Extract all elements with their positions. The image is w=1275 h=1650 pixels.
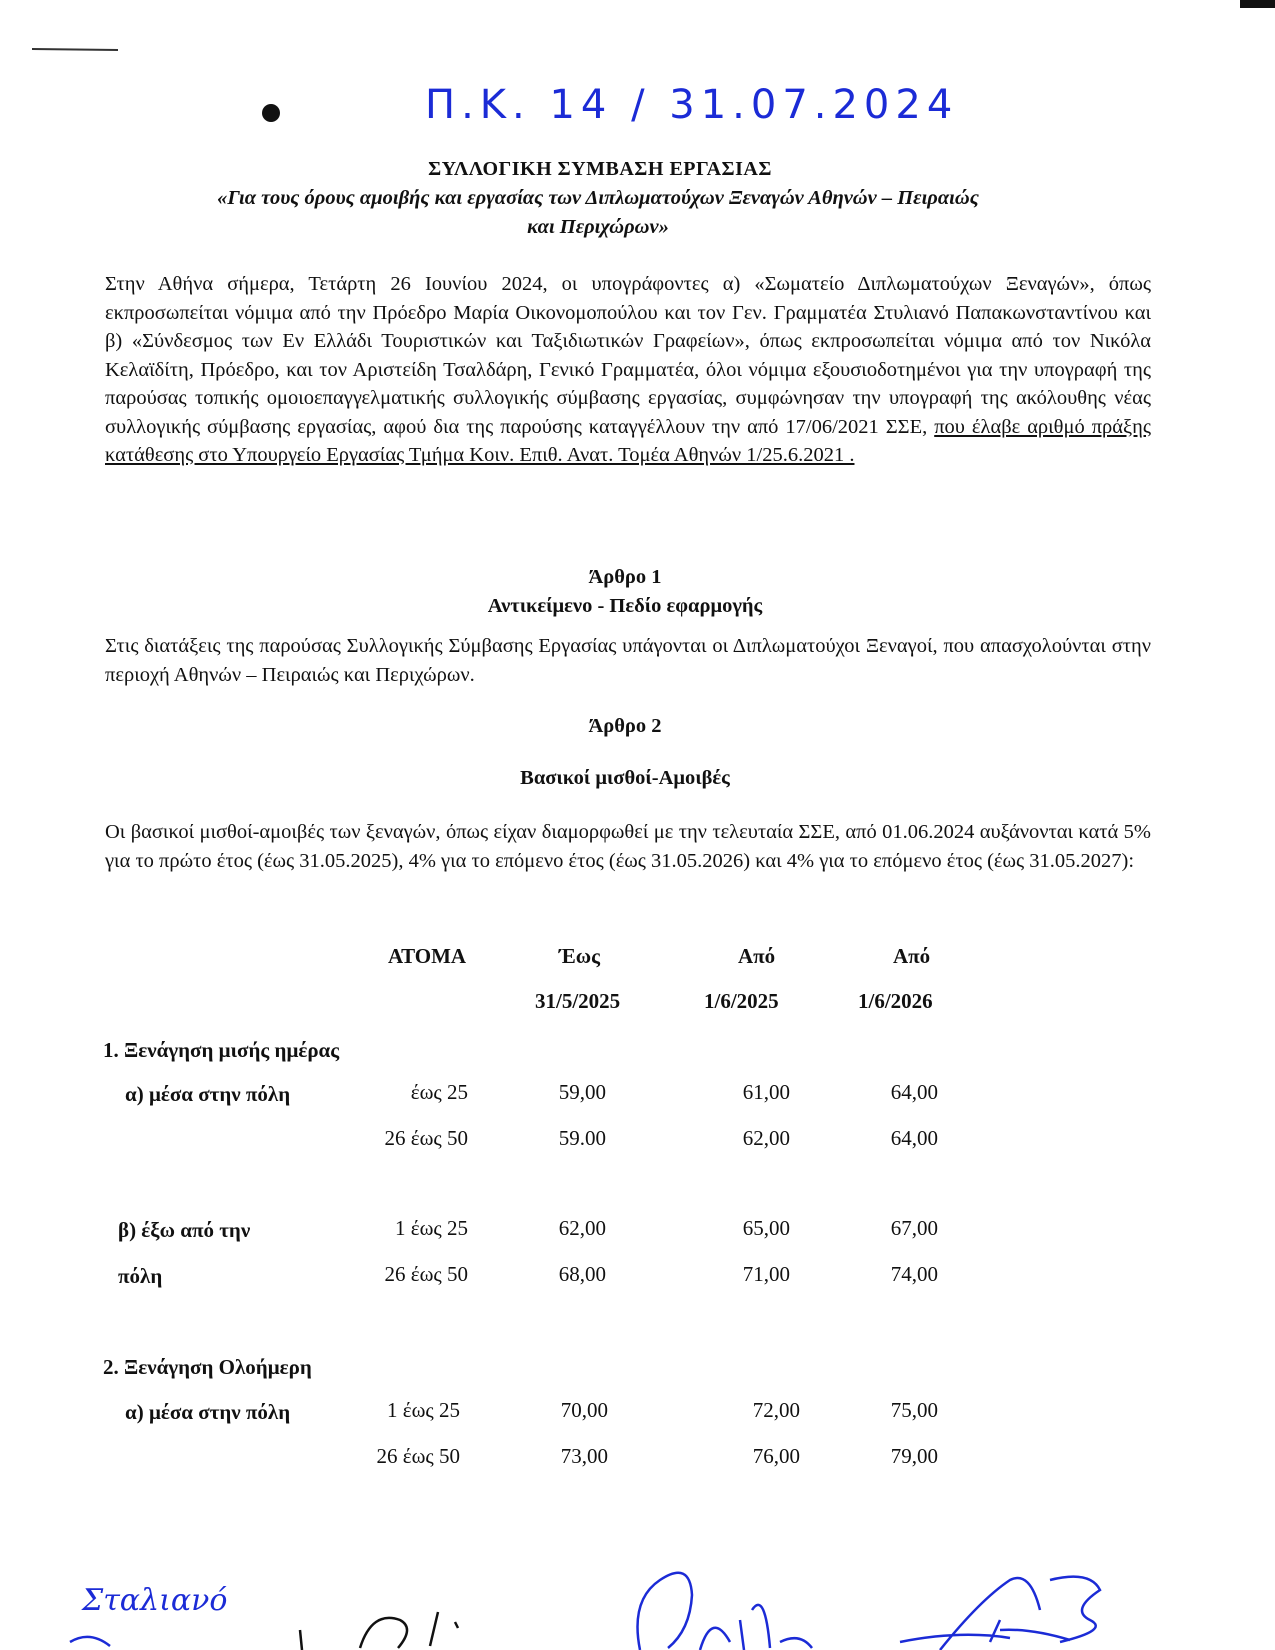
- table-header-col2-top: Από: [738, 944, 776, 968]
- signatures: [0, 1550, 1275, 1650]
- table-header-col2-bottom: 1/6/2025: [704, 989, 779, 1013]
- handwritten-reference: Π.Κ. 14 / 31.07.2024: [425, 82, 959, 128]
- table-header-col1-bottom: 31/5/2025: [535, 989, 621, 1013]
- article-1-heading: Άρθρο 1: [588, 566, 662, 588]
- table-cell-value: 59.00: [558, 1126, 606, 1150]
- table-cell-value: 68,00: [558, 1262, 606, 1286]
- table-header-col1-top: Έως: [559, 944, 600, 968]
- intro-paragraph: [105, 270, 1151, 470]
- table-cell-value: 73,00: [560, 1444, 608, 1468]
- table-row-label: α) μέσα στην πόλη: [125, 1082, 291, 1106]
- subtitle-line-2: και Περιχώρων»: [527, 216, 669, 238]
- document-title: ΣΥΛΛΟΓΙΚΗ ΣΥΜΒΑΣΗ ΕΡΓΑΣΙΑΣ: [428, 158, 772, 180]
- table-cell-persons: 1 έως 25: [395, 1216, 468, 1240]
- table-cell-value: 59,00: [558, 1080, 606, 1104]
- table-cell-value: 67,00: [890, 1216, 938, 1240]
- signature-4: [900, 1577, 1100, 1650]
- table-cell-value: 70,00: [560, 1398, 608, 1422]
- table-section-2: 2. Ξενάγηση Ολοήμερη: [103, 1355, 312, 1379]
- article-1-subheading: Αντικείμενο - Πεδίο εφαρμογής: [487, 595, 763, 617]
- table-cell-persons: 1 έως 25: [387, 1398, 460, 1422]
- table-cell-value: 74,00: [890, 1262, 938, 1286]
- scan-edge-mark: [1240, 0, 1275, 8]
- signature-note: Σταλιανό: [82, 1583, 228, 1618]
- intro-underlined-text: που έλαβε αριθμό πράξης κατάθεσης στο Υπουργείο Εργασίας Τμήμα Κοιν. Επιθ. Ανατ. Τομέα Αθηνών 1/25.6.2021 .: [105, 415, 1151, 466]
- table-cell-value: 71,00: [742, 1262, 790, 1286]
- signature-3: [638, 1573, 813, 1650]
- table-header-col3-top: Από: [893, 944, 931, 968]
- table-cell-value: 75,00: [890, 1398, 938, 1422]
- table-cell-persons: 26 έως 50: [384, 1126, 468, 1150]
- table-header-col3-bottom: 1/6/2026: [858, 989, 933, 1013]
- table-cell-value: 64,00: [890, 1080, 938, 1104]
- table-cell-value: 72,00: [752, 1398, 800, 1422]
- article-2-subheading: Βασικοί μισθοί-Αμοιβές: [520, 767, 730, 789]
- article-1-body: Στις διατάξεις της παρούσας Συλλογικής Σύμβασης Εργασίας υπάγονται οι Διπλωματούχοι Ξεναγοί, που απασχολούνται στην περιοχή Αθηνών – Πειραιώς και Περιχώρων.: [105, 635, 1151, 686]
- table-section-1: 1. Ξενάγηση μισής ημέρας: [103, 1038, 340, 1062]
- table-header-persons: ΑΤΟΜΑ: [388, 944, 467, 968]
- signature-2: [300, 1612, 458, 1650]
- subtitle-line-1: «Για τους όρους αμοιβής και εργασίας των Διπλωματούχων Ξεναγών Αθηνών – Πειραιώς: [217, 187, 979, 209]
- scan-mark: [30, 46, 120, 52]
- table-cell-persons: 26 έως 50: [376, 1444, 460, 1468]
- table-cell-value: 62,00: [742, 1126, 790, 1150]
- article-2-heading: Άρθρο 2: [588, 715, 662, 737]
- table-cell-persons: 26 έως 50: [384, 1262, 468, 1286]
- signature-1: [70, 1637, 110, 1646]
- table-cell-value: 61,00: [742, 1080, 790, 1104]
- intro-text: Στην Αθήνα σήμερα, Τετάρτη 26 Ιουνίου 2024, οι υπογράφοντες α) «Σωματείο Διπλωματούχων Ξεναγών», όπως εκπροσωπείται νόμιμα από την Πρόεδρο Μαρία Οικονομοπούλου και τον Γεν. Γραμματέα Στυλιανό Παπακωνσταντίνου και β) «Σύνδεσμος των Εν Ελλάδι Τουριστικών και Ταξιδιωτικών Γραφείων», όπως εκπροσωπείται νόμιμα από τον Νικόλα Κελαϊδίτη, Πρόεδρο, και τον Αριστείδη Τσαλδάρη, Γενικό Γραμματέα, όλοι νόμιμα εξουσιοδοτημένοι για την υπογραφή της παρούσας τοπικής ομοιοεπαγγελματικής συλλογικής σύμβασης εργασίας, συμφώνησαν την υπογραφή της ακόλουθης νέας συλλογικής σύμβασης εργασίας, αφού δια της παρούσης καταγγέλλουν την από 17/06/2021 ΣΣΕ,: [105, 273, 1151, 438]
- table-cell-value: 62,00: [558, 1216, 606, 1240]
- table-row-label: α) μέσα στην πόλη: [125, 1400, 291, 1424]
- article-2-body: Οι βασικοί μισθοί-αμοιβές των ξεναγών, όπως είχαν διαμορφωθεί με την τελευταία ΣΣΕ, από 01.06.2024 αυξάνονται κατά 5% για το πρώτο έτος (έως 31.05.2025), 4% για το επόμενο έτος (έως 31.05.2026) και 4% για το επόμενο έτος (έως 31.05.2027):: [105, 821, 1151, 872]
- table-cell-value: 79,00: [890, 1444, 938, 1468]
- table-cell-persons: έως 25: [410, 1080, 468, 1104]
- table-row-label: β) έξω από την: [118, 1218, 251, 1242]
- document-subtitle: [128, 184, 1068, 242]
- table-cell-value: 64,00: [890, 1126, 938, 1150]
- bullet-dot: [262, 104, 280, 122]
- table-cell-value: 76,00: [752, 1444, 800, 1468]
- table-row-label: πόλη: [118, 1264, 163, 1288]
- table-cell-value: 65,00: [742, 1216, 790, 1240]
